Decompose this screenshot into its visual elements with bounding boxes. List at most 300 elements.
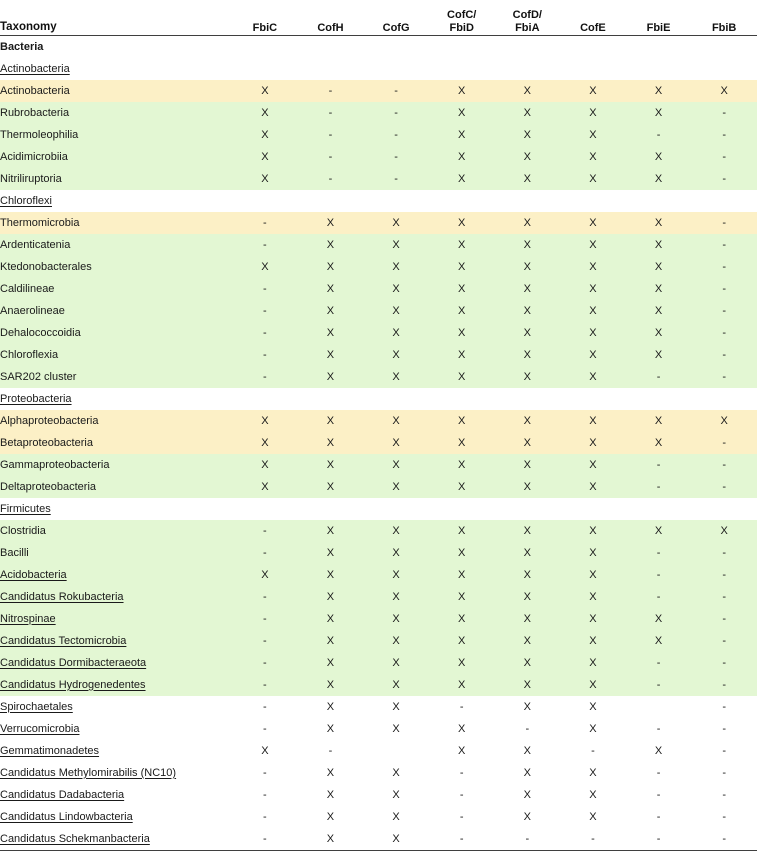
cell-cofc_fbid: X xyxy=(429,718,495,740)
cell-fbib: - xyxy=(691,300,757,322)
cell-fbie xyxy=(626,35,692,58)
cell-cofc_fbid: X xyxy=(429,124,495,146)
cell-cofc_fbid: X xyxy=(429,146,495,168)
cell-fbic: - xyxy=(232,212,298,234)
cell-cofe: X xyxy=(560,366,626,388)
cell-fbic xyxy=(232,58,298,80)
cell-fbib: - xyxy=(691,696,757,718)
table-row[interactable] xyxy=(0,300,757,322)
cell-cofc_fbid: X xyxy=(429,542,495,564)
cell-fbib: - xyxy=(691,366,757,388)
cell-fbie: - xyxy=(626,476,692,498)
cell-cofc_fbid: X xyxy=(429,454,495,476)
cell-fbib: - xyxy=(691,740,757,762)
cell-cofh: X xyxy=(298,674,364,696)
header-col-cofd_fbia-line-0: CofD/ xyxy=(512,8,542,21)
table-row[interactable] xyxy=(0,806,757,828)
taxon-name: Spirochaetales xyxy=(0,700,73,713)
cell-cofe: X xyxy=(560,564,626,586)
cell-cofg: X xyxy=(363,410,429,432)
cell-cofc_fbid: X xyxy=(429,168,495,190)
taxon-name-cell xyxy=(0,124,232,146)
cell-fbic: - xyxy=(232,696,298,718)
cell-fbib: - xyxy=(691,454,757,476)
cell-cofg: X xyxy=(363,366,429,388)
cell-fbic: - xyxy=(232,630,298,652)
taxon-name-cell xyxy=(0,410,232,432)
taxon-name: Anaerolineae xyxy=(0,304,65,317)
table-row[interactable] xyxy=(0,630,757,652)
cell-cofe: X xyxy=(560,212,626,234)
cell-fbie: - xyxy=(626,806,692,828)
cell-cofd_fbia xyxy=(495,58,561,80)
cell-cofe: X xyxy=(560,674,626,696)
cell-cofc_fbid: - xyxy=(429,828,495,851)
cell-cofe: - xyxy=(560,740,626,762)
cell-fbie: X xyxy=(626,300,692,322)
cell-cofe: X xyxy=(560,300,626,322)
header-col-cofc_fbid-line-0: CofC/ xyxy=(447,8,477,21)
cell-fbic: - xyxy=(232,784,298,806)
cell-cofc_fbid: X xyxy=(429,366,495,388)
taxon-name: Clostridia xyxy=(0,524,46,537)
cell-cofd_fbia: X xyxy=(495,740,561,762)
cell-cofc_fbid xyxy=(429,35,495,58)
cell-fbib: - xyxy=(691,630,757,652)
cell-fbic: X xyxy=(232,168,298,190)
cell-cofg: X xyxy=(363,652,429,674)
cell-cofh: X xyxy=(298,410,364,432)
cell-fbic: - xyxy=(232,300,298,322)
cell-cofe: X xyxy=(560,630,626,652)
taxon-name-cell xyxy=(0,344,232,366)
cell-cofd_fbia: X xyxy=(495,696,561,718)
taxon-name-cell xyxy=(0,80,232,102)
header-col-fbic-line-0: FbiC xyxy=(252,21,278,34)
cell-fbib: - xyxy=(691,784,757,806)
taxon-name: Chloroflexia xyxy=(0,348,59,361)
table-row[interactable] xyxy=(0,520,757,542)
table-row[interactable] xyxy=(0,762,757,784)
cell-fbic: X xyxy=(232,476,298,498)
taxon-name-cell xyxy=(0,630,232,652)
cell-cofh: X xyxy=(298,784,364,806)
table-row[interactable] xyxy=(0,740,757,762)
cell-cofc_fbid: X xyxy=(429,740,495,762)
cell-cofd_fbia: X xyxy=(495,762,561,784)
cell-cofd_fbia: X xyxy=(495,168,561,190)
taxon-name-cell xyxy=(0,146,232,168)
taxon-name: Acidobacteria xyxy=(0,568,67,581)
table-row[interactable] xyxy=(0,146,757,168)
cell-cofc_fbid: X xyxy=(429,234,495,256)
cell-cofe: X xyxy=(560,344,626,366)
cell-cofc_fbid: X xyxy=(429,674,495,696)
cell-cofd_fbia xyxy=(495,35,561,58)
taxon-name-cell xyxy=(0,718,232,740)
cell-cofd_fbia xyxy=(495,190,561,212)
cell-cofd_fbia: X xyxy=(495,806,561,828)
cell-cofg: X xyxy=(363,696,429,718)
cell-fbic: - xyxy=(232,806,298,828)
cell-cofd_fbia: X xyxy=(495,410,561,432)
cell-cofg xyxy=(363,58,429,80)
cell-cofe: X xyxy=(560,652,626,674)
taxon-name: Proteobacteria xyxy=(0,392,72,405)
cell-cofg: - xyxy=(363,102,429,124)
cell-cofc_fbid: X xyxy=(429,102,495,124)
table-row[interactable] xyxy=(0,256,757,278)
table-row[interactable] xyxy=(0,586,757,608)
taxon-name-cell xyxy=(0,58,232,80)
header-col-cofe-line-0: CofE xyxy=(580,21,606,34)
taxon-name-cell xyxy=(0,520,232,542)
cell-fbic: X xyxy=(232,256,298,278)
cell-cofh: X xyxy=(298,586,364,608)
cell-cofg: X xyxy=(363,542,429,564)
cell-cofh: X xyxy=(298,762,364,784)
taxon-name-cell xyxy=(0,476,232,498)
cell-cofh: X xyxy=(298,432,364,454)
cell-cofh xyxy=(298,58,364,80)
cell-cofc_fbid xyxy=(429,498,495,520)
cell-cofe xyxy=(560,35,626,58)
cell-cofg: X xyxy=(363,806,429,828)
cell-cofd_fbia xyxy=(495,498,561,520)
cell-fbie: - xyxy=(626,718,692,740)
taxon-name-cell xyxy=(0,234,232,256)
cell-fbic xyxy=(232,388,298,410)
cell-cofh: X xyxy=(298,652,364,674)
table-row[interactable] xyxy=(0,190,757,212)
table-row[interactable] xyxy=(0,278,757,300)
cell-fbie: - xyxy=(626,762,692,784)
cell-cofg: X xyxy=(363,520,429,542)
cell-cofd_fbia: X xyxy=(495,608,561,630)
cell-fbib: - xyxy=(691,168,757,190)
table-row[interactable] xyxy=(0,828,757,851)
cell-cofe: X xyxy=(560,410,626,432)
cell-cofc_fbid: - xyxy=(429,696,495,718)
cell-cofh: X xyxy=(298,454,364,476)
cell-cofh xyxy=(298,498,364,520)
cell-fbic: X xyxy=(232,740,298,762)
cell-cofc_fbid: X xyxy=(429,520,495,542)
cell-cofh: X xyxy=(298,806,364,828)
table-row[interactable] xyxy=(0,366,757,388)
cell-cofg: - xyxy=(363,168,429,190)
cell-cofg: X xyxy=(363,718,429,740)
cell-cofh: - xyxy=(298,146,364,168)
taxon-name: Chloroflexi xyxy=(0,194,52,207)
cell-fbic: - xyxy=(232,520,298,542)
cell-cofg xyxy=(363,388,429,410)
taxon-name: Nitrospinae xyxy=(0,612,56,625)
table-row[interactable] xyxy=(0,102,757,124)
header-col-fbie xyxy=(626,0,692,35)
taxon-name-cell xyxy=(0,696,232,718)
cell-fbie: - xyxy=(626,124,692,146)
cell-fbic: X xyxy=(232,564,298,586)
cell-fbib: - xyxy=(691,674,757,696)
cell-cofe: X xyxy=(560,322,626,344)
header-col-fbie-line-0: FbiE xyxy=(646,21,671,34)
cell-cofg: X xyxy=(363,608,429,630)
taxon-name-cell xyxy=(0,608,232,630)
cell-fbie: - xyxy=(626,366,692,388)
cell-fbie: X xyxy=(626,608,692,630)
cell-fbie: - xyxy=(626,828,692,851)
cell-cofg xyxy=(363,190,429,212)
cell-fbib: - xyxy=(691,476,757,498)
cell-fbic xyxy=(232,190,298,212)
cell-fbic: X xyxy=(232,432,298,454)
table-header xyxy=(0,0,757,35)
taxon-name: SAR202 cluster xyxy=(0,370,77,383)
taxon-name-cell xyxy=(0,542,232,564)
cell-cofh: X xyxy=(298,476,364,498)
header-taxonomy: Taxonomy xyxy=(0,0,232,35)
cell-cofg: - xyxy=(363,80,429,102)
taxon-name: Candidatus Tectomicrobia xyxy=(0,634,127,647)
table-row[interactable] xyxy=(0,35,757,58)
cell-cofd_fbia: X xyxy=(495,146,561,168)
taxon-name-cell xyxy=(0,454,232,476)
taxon-name-cell xyxy=(0,762,232,784)
cell-cofg: X xyxy=(363,300,429,322)
cell-fbie xyxy=(626,190,692,212)
cell-fbib: - xyxy=(691,278,757,300)
cell-cofh: - xyxy=(298,80,364,102)
cell-fbic: - xyxy=(232,828,298,851)
cell-fbic xyxy=(232,498,298,520)
taxon-name-cell xyxy=(0,190,232,212)
taxon-name-cell xyxy=(0,168,232,190)
cell-fbib: - xyxy=(691,828,757,851)
taxon-name: Verrucomicrobia xyxy=(0,722,80,735)
cell-fbic: - xyxy=(232,762,298,784)
header-col-cofg xyxy=(363,0,429,35)
cell-cofd_fbia: X xyxy=(495,454,561,476)
cell-fbib: - xyxy=(691,322,757,344)
cell-fbib xyxy=(691,35,757,58)
cell-cofh: X xyxy=(298,256,364,278)
cell-cofh: X xyxy=(298,696,364,718)
cell-cofc_fbid: - xyxy=(429,806,495,828)
cell-fbic: X xyxy=(232,80,298,102)
cell-cofd_fbia: X xyxy=(495,278,561,300)
cell-cofc_fbid: - xyxy=(429,762,495,784)
cell-fbie: X xyxy=(626,234,692,256)
taxon-name-cell xyxy=(0,300,232,322)
table-row[interactable] xyxy=(0,564,757,586)
cell-cofd_fbia: X xyxy=(495,300,561,322)
cell-cofc_fbid: X xyxy=(429,410,495,432)
table-row[interactable] xyxy=(0,696,757,718)
taxon-name: Candidatus Dadabacteria xyxy=(0,788,125,801)
cell-cofg: X xyxy=(363,256,429,278)
cell-cofe: X xyxy=(560,762,626,784)
cell-cofh: X xyxy=(298,212,364,234)
taxon-name: Ktedonobacterales xyxy=(0,260,92,273)
cell-cofd_fbia xyxy=(495,388,561,410)
cell-fbic: X xyxy=(232,410,298,432)
cell-cofg: X xyxy=(363,322,429,344)
cell-fbic: - xyxy=(232,344,298,366)
table-row[interactable] xyxy=(0,784,757,806)
table-row[interactable] xyxy=(0,212,757,234)
cell-cofc_fbid: X xyxy=(429,476,495,498)
cell-cofg xyxy=(363,35,429,58)
cell-cofc_fbid xyxy=(429,190,495,212)
cell-cofg: X xyxy=(363,432,429,454)
taxon-name: Candidatus Rokubacteria xyxy=(0,590,124,603)
cell-cofg: X xyxy=(363,630,429,652)
cell-cofd_fbia: - xyxy=(495,828,561,851)
header-col-fbib xyxy=(691,0,757,35)
cell-fbib: - xyxy=(691,212,757,234)
cell-cofe: X xyxy=(560,278,626,300)
cell-fbie: - xyxy=(626,542,692,564)
table-row[interactable] xyxy=(0,718,757,740)
table-row[interactable] xyxy=(0,652,757,674)
table-row[interactable] xyxy=(0,344,757,366)
cell-cofe: X xyxy=(560,124,626,146)
cell-cofc_fbid: X xyxy=(429,256,495,278)
table-row[interactable] xyxy=(0,432,757,454)
table-row[interactable] xyxy=(0,476,757,498)
cell-cofd_fbia: X xyxy=(495,256,561,278)
cell-cofh: X xyxy=(298,322,364,344)
cell-fbic: - xyxy=(232,652,298,674)
table-row[interactable] xyxy=(0,322,757,344)
header-col-cofc_fbid xyxy=(429,0,495,35)
taxon-name-cell xyxy=(0,740,232,762)
header-row xyxy=(0,0,757,35)
cell-cofg: - xyxy=(363,124,429,146)
cell-fbib: - xyxy=(691,124,757,146)
cell-fbic: - xyxy=(232,322,298,344)
cell-cofh: X xyxy=(298,344,364,366)
cell-cofc_fbid xyxy=(429,388,495,410)
cell-fbib: - xyxy=(691,344,757,366)
cell-fbie: X xyxy=(626,146,692,168)
taxon-name: Alphaproteobacteria xyxy=(0,414,99,427)
cell-cofc_fbid: - xyxy=(429,784,495,806)
header-col-cofd_fbia-line-1: FbiA xyxy=(515,21,540,34)
cell-fbie: - xyxy=(626,454,692,476)
taxon-name: Caldilineae xyxy=(0,282,55,295)
cell-cofd_fbia: X xyxy=(495,366,561,388)
table-row[interactable] xyxy=(0,454,757,476)
cell-cofh xyxy=(298,35,364,58)
taxon-name: Candidatus Hydrogenedentes xyxy=(0,678,146,691)
taxon-name-cell xyxy=(0,652,232,674)
cell-cofe xyxy=(560,58,626,80)
cell-fbic xyxy=(232,35,298,58)
taxon-name: Gemmatimonadetes xyxy=(0,744,100,757)
table-row[interactable] xyxy=(0,168,757,190)
cell-fbib xyxy=(691,58,757,80)
header-col-fbic xyxy=(232,0,298,35)
cell-fbic: - xyxy=(232,542,298,564)
cell-cofh: X xyxy=(298,520,364,542)
cell-fbie xyxy=(626,696,692,718)
table-row[interactable] xyxy=(0,674,757,696)
cell-cofh: X xyxy=(298,718,364,740)
cell-fbie: X xyxy=(626,630,692,652)
cell-cofd_fbia: X xyxy=(495,80,561,102)
cell-fbie: - xyxy=(626,564,692,586)
cell-fbic: - xyxy=(232,278,298,300)
cell-cofh: X xyxy=(298,366,364,388)
cell-cofd_fbia: X xyxy=(495,674,561,696)
table-row[interactable] xyxy=(0,388,757,410)
cell-fbie: X xyxy=(626,212,692,234)
table-row[interactable] xyxy=(0,542,757,564)
cell-cofh: X xyxy=(298,564,364,586)
cell-cofc_fbid: X xyxy=(429,586,495,608)
taxon-name: Candidatus Dormibacteraeota xyxy=(0,656,147,669)
taxon-name: Dehalococcoidia xyxy=(0,326,81,339)
cell-cofh: X xyxy=(298,278,364,300)
table-row[interactable] xyxy=(0,124,757,146)
cell-cofe: - xyxy=(560,828,626,851)
cell-cofc_fbid: X xyxy=(429,212,495,234)
table-row[interactable] xyxy=(0,58,757,80)
cell-fbie: X xyxy=(626,102,692,124)
cell-fbib: - xyxy=(691,256,757,278)
cell-cofd_fbia: X xyxy=(495,520,561,542)
cell-fbib: - xyxy=(691,806,757,828)
cell-cofg: X xyxy=(363,454,429,476)
cell-cofe: X xyxy=(560,806,626,828)
cell-fbib: - xyxy=(691,586,757,608)
table-row[interactable] xyxy=(0,608,757,630)
cell-fbie: X xyxy=(626,168,692,190)
header-col-fbib-line-0: FbiB xyxy=(711,21,737,34)
cell-fbib: - xyxy=(691,608,757,630)
table-row[interactable] xyxy=(0,80,757,102)
table-row[interactable] xyxy=(0,234,757,256)
cell-fbic: - xyxy=(232,674,298,696)
taxon-name: Thermomicrobia xyxy=(0,216,80,229)
cell-cofe: X xyxy=(560,520,626,542)
table-row[interactable] xyxy=(0,498,757,520)
cell-fbib: X xyxy=(691,410,757,432)
cell-cofd_fbia: X xyxy=(495,784,561,806)
cell-fbie xyxy=(626,498,692,520)
taxon-name-cell xyxy=(0,564,232,586)
cell-cofg: X xyxy=(363,828,429,851)
taxon-name: Rubrobacteria xyxy=(0,106,70,119)
taxon-name: Actinobacteria xyxy=(0,84,70,97)
cell-fbic: X xyxy=(232,102,298,124)
cell-fbib: X xyxy=(691,80,757,102)
header-col-cofe xyxy=(560,0,626,35)
cell-cofh: X xyxy=(298,608,364,630)
table-row[interactable] xyxy=(0,410,757,432)
cell-fbie: X xyxy=(626,322,692,344)
cell-cofh: - xyxy=(298,102,364,124)
cell-cofe: X xyxy=(560,432,626,454)
cell-cofc_fbid: X xyxy=(429,630,495,652)
taxon-name-cell xyxy=(0,35,232,58)
taxon-name: Actinobacteria xyxy=(0,62,70,75)
cell-cofg: X xyxy=(363,476,429,498)
cell-cofg: X xyxy=(363,234,429,256)
cell-fbie: X xyxy=(626,740,692,762)
